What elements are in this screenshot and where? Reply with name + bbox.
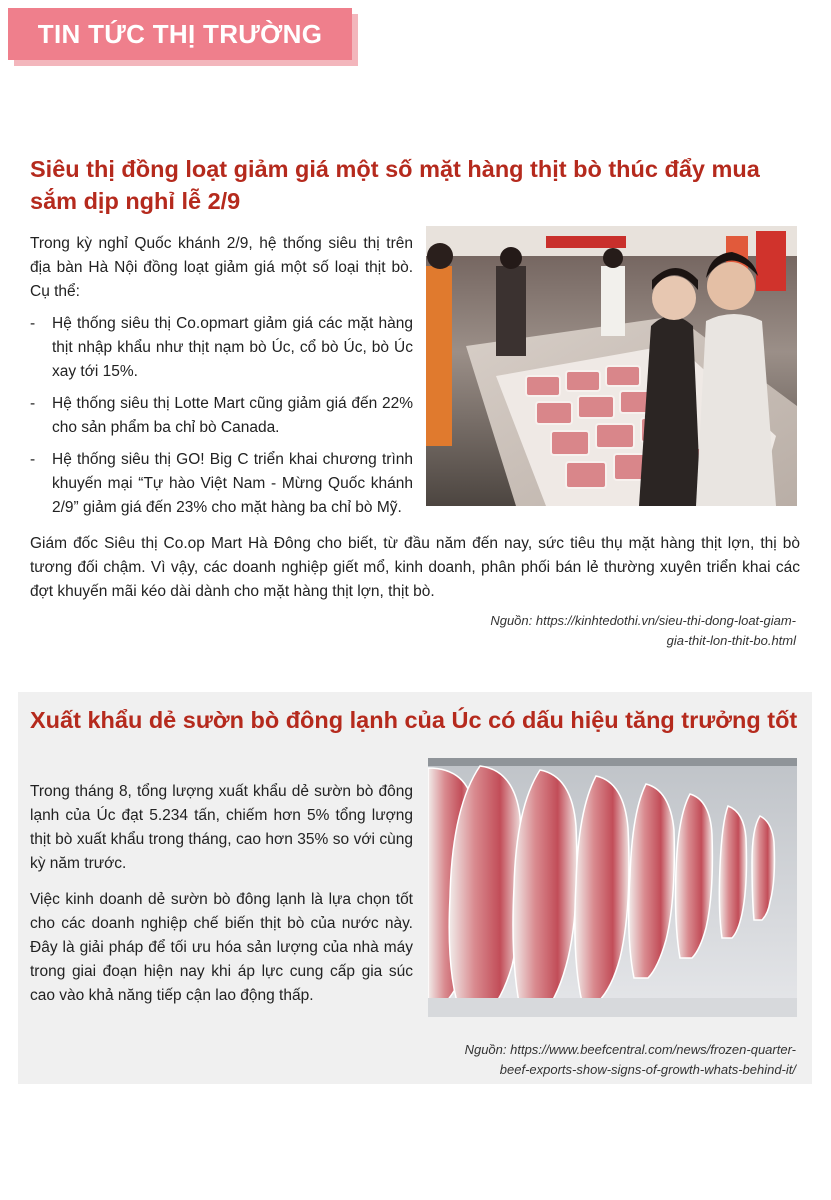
article1-intro: Trong kỳ nghỉ Quốc khánh 2/9, hệ thống siêu thị trên địa bàn Hà Nội đồng loạt giảm giá một số loại thịt bò. Cụ thể: [30,235,413,300]
article1-body: Giám đốc Siêu thị Co.op Mart Hà Đông cho biết, từ đầu năm đến nay, sức tiêu thụ mặt hàng thịt lợn, thị bò tương đối chậm. Vì vậy, các doanh nghiệp giết mổ, kinh doanh, phân phối bán lẻ thường xuyên triển khai các đợt khuyến mãi kéo dài dành cho mặt hàng thịt lợn, thịt bò. [30,535,800,600]
supermarket-photo-illustration [426,226,797,506]
article1-source-line: gia-thit-lon-thit-bo.html [666,633,796,648]
article1-bullet-list [30,312,413,520]
beef-carcass-illustration [428,758,797,1017]
section-header [8,8,360,68]
article2-source-line: beef-exports-show-signs-of-growth-whats-behind-it/ [499,1062,796,1077]
article1-lead [30,232,413,520]
supermarket-meat-counter-photo [426,226,797,506]
article1-title: Siêu thị đồng loạt giảm giá một số mặt hàng thịt bò thúc đẩy mua sắm dịp nghỉ lễ 2/9 [30,156,760,214]
article2-paragraph: Việc kinh doanh dẻ sườn bò đông lạnh là lựa chọn tốt cho các doanh nghiệp chế biến thịt bò của nước này. Đây là giải pháp để tối ưu hóa sản lượng của nhà máy trong giai đoạn hiện nay khi áp lực cung cấp gia súc cao vào khả năng tiếp cận lao động thấp. [30,891,413,1004]
article1-source [360,611,796,651]
article2-title: Xuất khẩu dẻ sườn bò đông lạnh của Úc có dấu hiệu tăng trưởng tốt [30,707,798,733]
article2-source-line: Nguồn: https://www.beefcentral.com/news/frozen-quarter- [464,1042,796,1057]
article1-bullet: - Hệ thống siêu thị Co.opmart giảm giá các mặt hàng thịt nhập khẩu như thịt nạm bò Úc, cổ bò Úc, bò Úc xay tới 15%. [30,312,413,384]
article2-paragraph: Trong tháng 8, tổng lượng xuất khẩu dẻ sườn bò đông lạnh của Úc đạt 5.234 tấn, chiếm hơn 5% tổng lượng thịt bò xuất khẩu trong tháng, cao hơn 35% so với cùng kỳ năm trước. [30,783,413,872]
article1-bullet: - Hệ thống siêu thị Lotte Mart cũng giảm giá đến 22% cho sản phẩm ba chỉ bò Canada. [30,392,413,440]
article2-source [330,1040,796,1080]
frozen-beef-carcass-photo [428,758,797,1017]
section-header-label: TIN TỨC THỊ TRƯỜNG [8,8,352,60]
article1-bullet: - Hệ thống siêu thị GO! Big C triển khai chương trình khuyến mại “Tự hào Việt Nam - Mừng Quốc khánh 2/9” giảm giá đến 23% cho mặt hàng ba chỉ bò Mỹ. [30,448,413,520]
article2-body [30,780,413,1008]
article1-source-line: Nguồn: https://kinhtedothi.vn/sieu-thi-dong-loat-giam- [490,613,796,628]
